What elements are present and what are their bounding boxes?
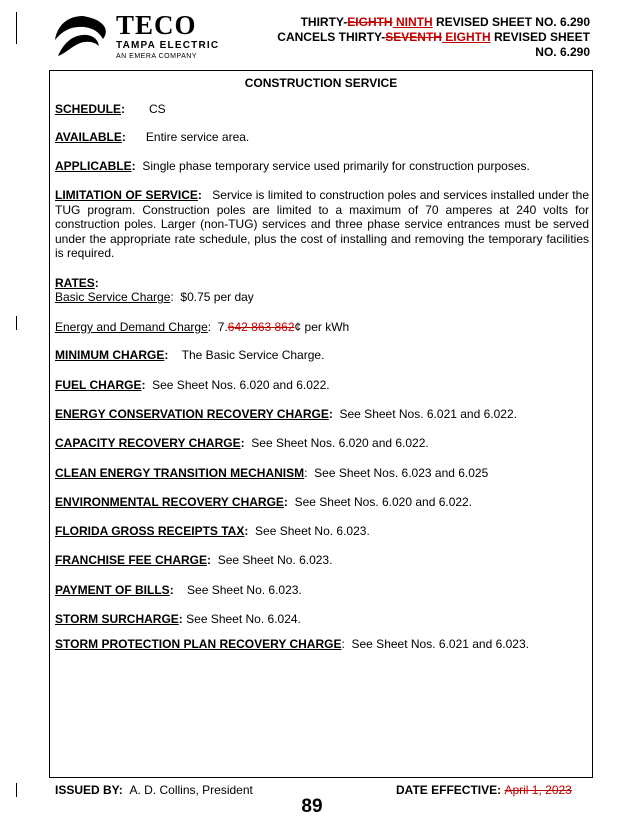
environmental-recovery-row: ENVIRONMENTAL RECOVERY CHARGE: See Sheet Nos. 6.020 and 6.022. — [55, 495, 473, 509]
teco-logo — [54, 12, 244, 64]
limitation-paragraph: LIMITATION OF SERVICE: Service is limited to construction poles and services installed under the TUG program. Construction poles are limited to a maximum of 70 amperes at 240 volts for construction poles. Larger (non-TUG) services and three phase service entrances must be served under the appropriate rate schedule, plus the cost of installing and removing the temporary facilities is required. — [55, 188, 589, 260]
franchise-fee-row: FRANCHISE FEE CHARGE: See Sheet No. 6.023. — [55, 553, 333, 567]
revision-bar — [16, 783, 17, 797]
header-line-1: THIRTY-EIGHTH NINTH REVISED SHEET NO. 6.290 — [300, 15, 590, 29]
energy-demand-charge-row: Energy and Demand Charge: 7.642 863 862¢ per kWh — [55, 320, 350, 334]
inserted-text: NINTH — [392, 15, 433, 29]
clean-energy-row: CLEAN ENERGY TRANSITION MECHANISM: See Sheet Nos. 6.023 and 6.025 — [55, 466, 489, 480]
schedule-row: SCHEDULE: CS — [55, 102, 166, 116]
available-row: AVAILABLE: Entire service area. — [55, 130, 250, 144]
capacity-recovery-row: CAPACITY RECOVERY CHARGE: See Sheet Nos. 6.020 and 6.022. — [55, 436, 429, 450]
energy-conservation-row: ENERGY CONSERVATION RECOVERY CHARGE: See Sheet Nos. 6.021 and 6.022. — [55, 407, 517, 421]
issued-by: ISSUED BY: A. D. Collins, President — [55, 783, 253, 797]
struck-text: 642 863 862 — [227, 320, 295, 334]
storm-surcharge-row: STORM SURCHARGE: See Sheet No. 6.024. — [55, 612, 301, 626]
gross-receipts-row: FLORIDA GROSS RECEIPTS TAX: See Sheet No. 6.023. — [55, 524, 370, 538]
revision-bar — [16, 12, 17, 44]
header-line-3: NO. 6.290 — [535, 45, 590, 59]
minimum-charge-row: MINIMUM CHARGE: The Basic Service Charge. — [55, 348, 325, 362]
rates-label: RATES: — [55, 276, 99, 290]
teco-swoosh-icon — [54, 14, 112, 58]
content-box — [49, 70, 593, 778]
date-effective: DATE EFFECTIVE: April 1, 2023 — [396, 783, 572, 797]
fuel-charge-row: FUEL CHARGE: See Sheet Nos. 6.020 and 6.022. — [55, 378, 330, 392]
logo-parent: AN EMERA COMPANY — [116, 53, 197, 60]
logo-company: TAMPA ELECTRIC — [116, 40, 220, 51]
header-line-2: CANCELS THIRTY-SEVENTH EIGHTH REVISED SHEET — [277, 30, 590, 44]
basic-service-charge-row: Basic Service Charge: $0.75 per day — [55, 290, 254, 304]
inserted-text: EIGHTH — [441, 30, 491, 44]
sheet-header — [230, 15, 590, 60]
logo-brand: TECO — [116, 10, 197, 40]
page-number: 89 — [301, 796, 323, 817]
page-title: CONSTRUCTION SERVICE — [244, 76, 398, 90]
struck-text: EIGHTH — [347, 15, 393, 29]
struck-text: April 1, 2023 — [504, 783, 572, 797]
applicable-row: APPLICABLE: Single phase temporary service used primarily for construction purposes. — [55, 159, 530, 173]
payment-of-bills-row: PAYMENT OF BILLS: See Sheet No. 6.023. — [55, 583, 302, 597]
revision-bar — [16, 316, 17, 330]
storm-protection-row: STORM PROTECTION PLAN RECOVERY CHARGE: See Sheet Nos. 6.021 and 6.023. — [55, 637, 529, 651]
struck-text: SEVENTH — [385, 30, 442, 44]
